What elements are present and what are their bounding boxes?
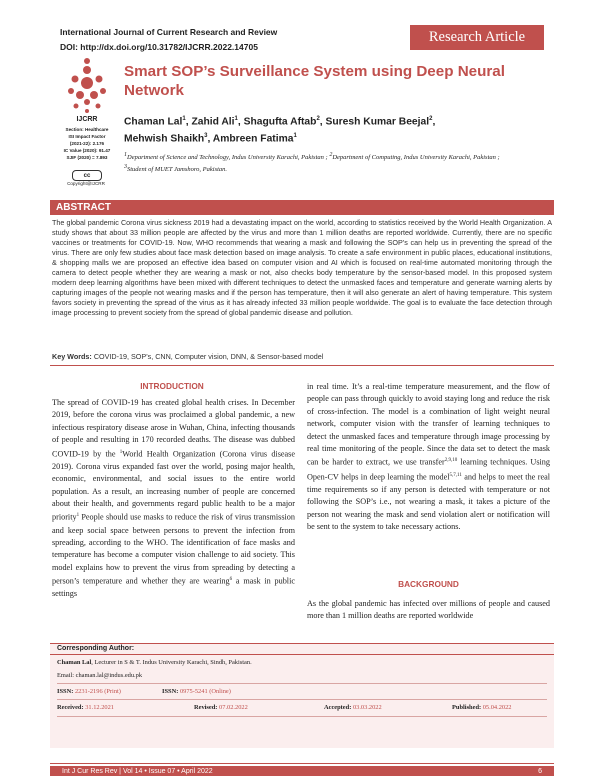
divider (57, 699, 547, 700)
author-sup: 2 (316, 116, 320, 122)
journal-metrics (52, 126, 122, 161)
metric-line: IC Value (2020): 91.47 (63, 148, 111, 153)
introduction-right-column: in real time. It’s a real-time temperature measurement, and the flow of people can pass through quickly to avoid staying long and reduce the risk of cross-infection. The model is a combination of light weight neural network, computer vision with the transfer of learning techniques to detect the unmasked faces and temperature through image processing by real time monitoring of the people. Since the data set to detect the mask can be harder to extract, we use transfer$^{2,9,10}$ learning techniques. Using Open-CV helps in deep learning the model$^{5,7,11}$ and helps to meet the real time requirements so if any person is detected with temperature or not following the SOP’s i.e., not wearing a mask, it takes a picture of the person not wearing the mask and send violation alert or notification will be sent to the system to take necessary actions. (307, 382, 550, 531)
divider (57, 716, 547, 717)
metric-line: Section: Healthcare (65, 127, 109, 132)
author-name: , Shagufta Aftab (237, 116, 317, 128)
metric-line: ISI Impact Factor (68, 134, 106, 139)
keywords-label: Key Words: (52, 352, 92, 361)
revised-date: Revised: 07.02.2022 (194, 704, 248, 711)
metric-line: (2021-22): 2.176 (69, 141, 105, 146)
copyright-text: Copyright@IJCRR (67, 181, 105, 186)
author-name: , Suresh Kumar Beejal (319, 116, 430, 128)
section-divider (50, 365, 554, 366)
doi-link[interactable]: DOI: http://dx.doi.org/10.31782/IJCRR.2022.14705 (60, 42, 258, 52)
affiliation-3: Student of MUET Jamshoro, Pakistan. (127, 165, 228, 173)
abstract-heading: ABSTRACT (50, 200, 554, 215)
article-type-badge: Research Article (410, 25, 544, 50)
author-sup: 1 (182, 116, 186, 122)
author-sup: 2 (429, 116, 433, 122)
accepted-date: Accepted: 03.03.2022 (324, 704, 382, 711)
author-name: , Ambreen Fatima (207, 133, 294, 145)
author-sup: 3 (204, 133, 208, 140)
keywords-list: COVID-19, SOP’s, CNN, Computer vision, DNN, & Sensor-based model (93, 352, 324, 361)
introduction-left-column: The spread of COVID-19 has created global health crises. In December 2019, before the corona virus was proclaimed a global pandemic, a new infectious respiratory disease arose in Wuhan, China, infecting thousands of people and resulting in 170 recorded deaths. The disease was dubbed COVID-19 by the $^1$World Health Organization (Corona virus disease 2019). Corona virus expanded fast over the world, posing major health, economic, environmental, and social issues to the entire world population. As a result, an increasing number of people are concerned about their health, and governments regard public health to be a major priority$^1$ People should use masks to reduce the risk of virus transmission and keep social space between persons to prevent the infection from spreading, according to the WHO. The identification of face masks and temperature has become a computer vision challenge to aid society. This model explains how to prevent the virus from spreading by detecting a person’s temperature and whether they are wearing$^6$ a mask in public settings (52, 398, 296, 599)
divider (57, 683, 547, 684)
footer-rule (50, 763, 554, 764)
correspondence-inner (50, 654, 554, 748)
logo-label: IJCRR (76, 116, 98, 123)
author-list (124, 112, 564, 147)
footer-citation: Int J Cur Res Rev | Vol 14 • Issue 07 • April 2022 (62, 767, 213, 775)
article-title: Smart SOP’s Surveillance System using Deep Neural Network (124, 63, 505, 99)
author-name: Mehwish Shaikh (124, 133, 205, 145)
introduction-heading: INTRODUCTION (140, 381, 204, 391)
corresponding-author: Chaman Lal, Lecturer in S & T. Indus University Karachi, Sindh, Pakistan. (57, 659, 252, 666)
author-sup: 1 (234, 116, 238, 122)
background-text: As the global pandemic has infected over millions of people and caused more than 1 million deaths are reported worldwide (307, 599, 550, 621)
abstract-text: The global pandemic Corona virus sickness 2019 had a devastating impact on the world, according to statistics received by the World Health Organization. A study shows that about 33 million people are affected by the virus and more than 1 million deaths are reported worldwide. Currently, there are no specific vaccines or treatments for COVID-19. Now, WHO recommends that wearing a mask and following the SOP’s can help us in preventing the spread of the virus. There are only few studies about face mask detection based on image analysis. To create a safe environment in public places, educational institutions, & shopping malls we are proposed an effective idea based on computer vision and AI which is focused on real-time automated monitoring through the camera to detect people whether they are wearing a mask or not, also checks body temperature by the sensor-based model. In this proposed system modern deep learning algorithms have been mixed with different techniques to detect the unmasked faces and temperature and generate warning alerts by capturing images of the people not wearing masks and if the person has temperature, then it will also generate an alert of having temperature. This system favors society in preventing the spread of the virus as it has already infected 33 million people worldwide. The goal is to evaluate the face detection through image processing to prevent society from the spread of global pandemic disease and pollution. (52, 218, 552, 317)
page-footer (50, 766, 554, 776)
issn-online: ISSN: 0975-5241 (Online) (162, 688, 231, 695)
corresponding-email[interactable]: Email: chaman.lal@indus.edu.pk (57, 672, 143, 679)
affiliations: $^1$Department of Science and Technology, Indus University Karachi, Pakistan ; $^2$Department of Computing, Indus University Karachi, Pakistan ; $^3$Student of MUET Jamshoro, Pakistan. (124, 152, 500, 173)
creative-commons-icon: cc (72, 170, 102, 181)
affiliation-1: Department of Science and Technology, Indus University Karachi, Pakistan ; (127, 154, 328, 162)
author-sep: , (432, 116, 436, 128)
affiliation-2: Department of Computing, Indus University Karachi, Pakistan ; (332, 154, 500, 162)
published-date: Published: 05.04.2022 (452, 704, 512, 711)
correspondence-heading: Corresponding Author: (57, 645, 135, 652)
received-date: Received: 31.12.2021 (57, 704, 114, 711)
issn-print: ISSN: 2231-2196 (Print) (57, 688, 121, 695)
journal-name: International Journal of Current Research and Review (60, 27, 278, 37)
background-heading: BACKGROUND (398, 579, 459, 589)
keywords (52, 352, 552, 361)
author-sup: 1 (293, 133, 297, 140)
author-name: , Zahid Ali (185, 116, 235, 128)
author-name: Chaman Lal (124, 116, 183, 128)
metric-line: SJIF (2020) = 7.893 (66, 155, 108, 160)
journal-logo-icon (65, 57, 109, 117)
page-number: 6 (538, 767, 542, 775)
